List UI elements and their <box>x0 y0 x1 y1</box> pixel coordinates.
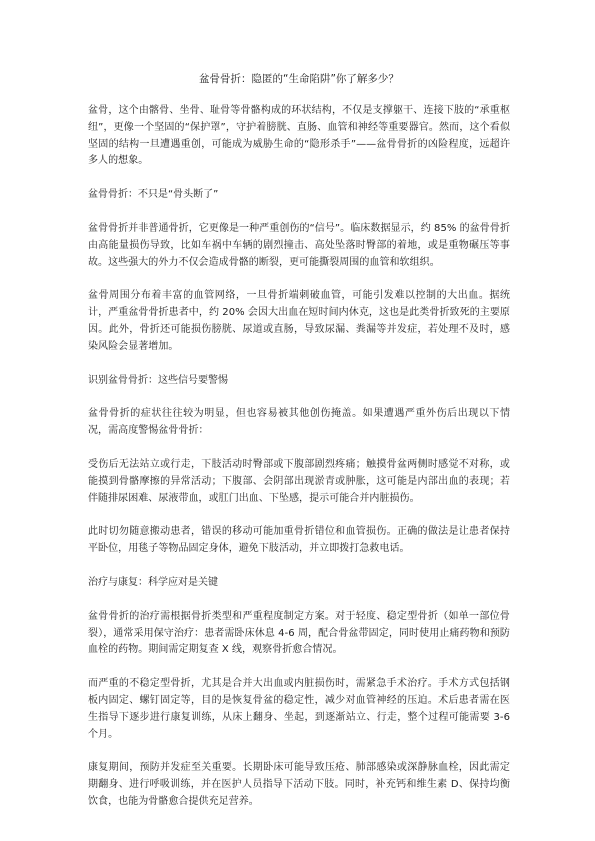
spacer <box>88 271 510 288</box>
section-paragraph: 此时切勿随意搬动患者，错误的移动可能加重骨折错位和血管损伤。正确的做法是让患者保持平卧位，用毯子等物品固定身体，避免下肢活动，并立即拨打急救电话。 <box>88 526 510 555</box>
section-paragraph: 盆骨骨折的症状往往较为明显，但也容易被其他创伤掩盖。如果遭遇严重外伤后出现以下情况，需高度警惕盆骨骨折： <box>88 408 510 437</box>
spacer <box>88 204 510 221</box>
article-title: 盆骨骨折：隐匿的“生命陷阱”你了解多少？ <box>199 73 399 85</box>
spacer <box>88 170 510 187</box>
section-paragraph: 盆骨周围分布着丰富的血管网络，一旦骨折端刺破血管，可能引发难以控制的大出血。据统计，严重盆骨骨折患者中，约 20% 会因大出血在短时间内休克，这也是此类骨折致死的主要原因。此外，骨折还可能损伤膀胱、尿道或直肠，导致尿漏、粪漏等并发症，若处理不及时，感染风险会显著增加。 <box>88 290 510 352</box>
spacer <box>88 743 510 760</box>
spacer <box>88 592 510 609</box>
section-paragraph: 而严重的不稳定型骨折，尤其是合并大出血或内脏损伤时，需紧急手术治疗。手术方式包括钢板内固定、螺钉固定等，目的是恢复骨盆的稳定性，减少对血管神经的压迫。术后患者需在医生指导下逐步进行康复训练，从床上翻身、坐起，到逐渐站立、行走，整个过程可能需要 3-6 个月。 <box>88 678 510 740</box>
spacer <box>88 389 510 406</box>
spacer <box>88 440 510 457</box>
section-paragraph: 康复期间，预防并发症至关重要。长期卧床可能导致压疮、肺部感染或深静脉血栓，因此需定期翻身、进行呼吸训练，并在医护人员指导下活动下肢。同时，补充钙和维生素 D、保持均衡饮食，也能为骨骼愈合提供充足营养。 <box>88 762 510 807</box>
spacer <box>88 659 510 676</box>
section-paragraph: 受伤后无法站立或行走，下肢活动时臀部或下腹部剧烈疼痛；触摸骨盆两侧时感觉不对称，或能摸到骨骼摩擦的异常活动；下腹部、会阴部出现淤青或肿胀，这可能是内部出血的表现；若伴随排尿困难、尿液带血，或肛门出血、下坠感，提示可能合并内脏损伤。 <box>88 458 510 504</box>
section-heading: 治疗与康复：科学应对是关键 <box>88 576 218 588</box>
spacer <box>88 356 510 373</box>
spacer <box>88 558 510 575</box>
section-heading: 盆骨骨折：不只是“骨头断了” <box>88 189 219 201</box>
section-paragraph: 盆骨骨折的治疗需根据骨折类型和严重程度制定方案。对于轻度、稳定型骨折（如单一部位骨裂），通常采用保守治疗：患者需卧床休息 4-6 周，配合骨盆带固定，同时使用止痛药物和预防血栓的药物。期间需定期复查 X 线，观察骨折愈合情况。 <box>88 610 510 656</box>
section-paragraph: 盆骨骨折并非普通骨折，它更像是一种严重创伤的“信号”。临床数据显示，约 85% 的盆骨骨折由高能量损伤导致，比如车祸中车辆的剧烈撞击、高处坠落时臀部的着地，或是重物碾压等事故。这些强大的外力不仅会造成骨骼的断裂，更可能撕裂周围的血管和软组织。 <box>88 222 510 268</box>
spacer <box>88 507 510 524</box>
section-heading: 识别盆骨骨折：这些信号要警惕 <box>88 374 228 386</box>
intro-paragraph: 盆骨，这个由髂骨、坐骨、耻骨等骨骼构成的环状结构，不仅是支撑躯干、连接下肢的“承重枢纽”，更像一个坚固的“保护罩”，守护着膀胱、直肠、血管和神经等重要器官。然而，这个看似坚固的结构一旦遭遇重创，可能成为威胁生命的“隐形杀手”——盆骨骨折的凶险程度，远超许多人的想象。 <box>88 105 510 167</box>
article <box>88 72 510 811</box>
